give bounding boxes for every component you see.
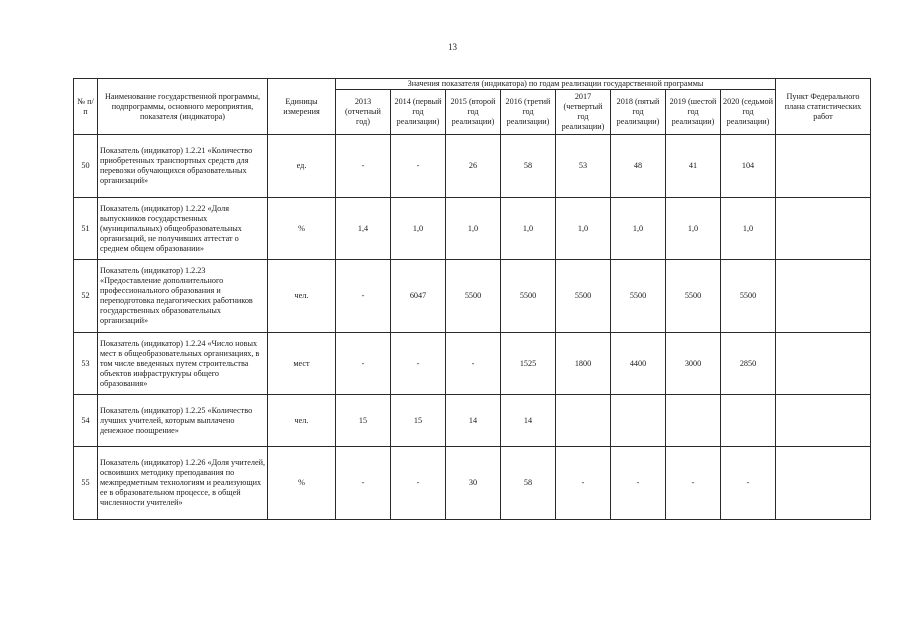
value-cell: 5500 — [721, 260, 776, 333]
header-year: 2014 (первый год реализации) — [391, 90, 446, 135]
value-cell: 1,0 — [611, 198, 666, 260]
fed-plan-cell — [776, 447, 871, 520]
unit-cell: чел. — [268, 395, 336, 447]
fed-plan-cell — [776, 135, 871, 198]
value-cell — [666, 395, 721, 447]
fed-plan-cell — [776, 333, 871, 395]
value-cell: 58 — [501, 447, 556, 520]
unit-cell: % — [268, 447, 336, 520]
indicator-name: Показатель (индикатор) 1.2.22 «Доля выпускников государственных (муниципальных) общеобразовательных организаций, не получивших аттестат о среднем общем образовании» — [98, 198, 268, 260]
value-cell — [721, 395, 776, 447]
row-number: 53 — [74, 333, 98, 395]
header-year: 2013 (отчетный год) — [336, 90, 391, 135]
value-cell: 5500 — [501, 260, 556, 333]
header-name: Наименование государственной программы, подпрограммы, основного мероприятия, показателя (индикатора) — [98, 79, 268, 135]
value-cell: 5500 — [446, 260, 501, 333]
table-row — [74, 333, 871, 395]
value-cell: 1,0 — [721, 198, 776, 260]
value-cell — [611, 395, 666, 447]
value-cell: 1525 — [501, 333, 556, 395]
value-cell: - — [336, 135, 391, 198]
row-number: 55 — [74, 447, 98, 520]
value-cell: 1,0 — [556, 198, 611, 260]
fed-plan-cell — [776, 198, 871, 260]
indicator-name: Показатель (индикатор) 1.2.26 «Доля учителей, освоивших методику преподавания по межпредметным технологиям и реализующих ее в образовательном процессе, в общей численности учителей» — [98, 447, 268, 520]
value-cell: 1,0 — [501, 198, 556, 260]
unit-cell: чел. — [268, 260, 336, 333]
indicator-name: Показатель (индикатор) 1.2.23 «Предоставление дополнительного профессионального образования и переподготовка педагогических работников государственных образовательных организаций» — [98, 260, 268, 333]
value-cell: 30 — [446, 447, 501, 520]
value-cell: 1,4 — [336, 198, 391, 260]
value-cell: - — [556, 447, 611, 520]
value-cell: - — [336, 447, 391, 520]
table-body — [74, 135, 871, 520]
header-year: 2016 (третий год реализации) — [501, 90, 556, 135]
value-cell: 1,0 — [666, 198, 721, 260]
row-number: 52 — [74, 260, 98, 333]
header-year: 2017 (четвертый год реализации) — [556, 90, 611, 135]
unit-cell: % — [268, 198, 336, 260]
row-number: 51 — [74, 198, 98, 260]
value-cell: - — [666, 447, 721, 520]
fed-plan-cell — [776, 395, 871, 447]
header-year: 2018 (пятый год реализации) — [611, 90, 666, 135]
value-cell: 41 — [666, 135, 721, 198]
header-fed-plan: Пункт Федерального плана статистических работ — [776, 79, 871, 135]
value-cell — [556, 395, 611, 447]
table-row — [74, 198, 871, 260]
value-cell: 1,0 — [446, 198, 501, 260]
value-cell: - — [611, 447, 666, 520]
header-year: 2015 (второй год реализации) — [446, 90, 501, 135]
header-year: 2019 (шестой год реализации) — [666, 90, 721, 135]
indicator-name: Показатель (индикатор) 1.2.21 «Количество приобретенных транспортных средств для перевозки обучающихся образовательных организаций» — [98, 135, 268, 198]
value-cell: - — [336, 260, 391, 333]
table-row — [74, 260, 871, 333]
indicator-table — [73, 78, 871, 520]
value-cell: 5500 — [666, 260, 721, 333]
header-num: № п/п — [74, 79, 98, 135]
row-number: 54 — [74, 395, 98, 447]
value-cell: 1800 — [556, 333, 611, 395]
header-year: 2020 (седьмой год реализации) — [721, 90, 776, 135]
value-cell: 48 — [611, 135, 666, 198]
page-number: 13 — [448, 42, 457, 52]
value-cell: - — [391, 447, 446, 520]
value-cell: 1,0 — [391, 198, 446, 260]
value-cell: 15 — [336, 395, 391, 447]
value-cell: 5500 — [556, 260, 611, 333]
unit-cell: ед. — [268, 135, 336, 198]
value-cell: 4400 — [611, 333, 666, 395]
row-number: 50 — [74, 135, 98, 198]
value-cell: 104 — [721, 135, 776, 198]
value-cell: 53 — [556, 135, 611, 198]
table-row — [74, 447, 871, 520]
unit-cell: мест — [268, 333, 336, 395]
value-cell: 2850 — [721, 333, 776, 395]
value-cell: 26 — [446, 135, 501, 198]
value-cell: - — [446, 333, 501, 395]
value-cell: 3000 — [666, 333, 721, 395]
value-cell: 14 — [446, 395, 501, 447]
value-cell: 58 — [501, 135, 556, 198]
value-cell: 15 — [391, 395, 446, 447]
fed-plan-cell — [776, 260, 871, 333]
header-values-group: Значения показателя (индикатора) по годам реализации государственной программы — [336, 79, 776, 90]
value-cell: - — [721, 447, 776, 520]
value-cell: - — [391, 135, 446, 198]
value-cell: 5500 — [611, 260, 666, 333]
table-row — [74, 135, 871, 198]
indicator-name: Показатель (индикатор) 1.2.24 «Число новых мест в общеобразовательных организациях, в том числе введенных путем строительства объектов инфраструктуры общего образования» — [98, 333, 268, 395]
table-row — [74, 395, 871, 447]
value-cell: - — [391, 333, 446, 395]
indicator-name: Показатель (индикатор) 1.2.25 «Количество лучших учителей, которым выплачено денежное поощрение» — [98, 395, 268, 447]
value-cell: - — [336, 333, 391, 395]
value-cell: 6047 — [391, 260, 446, 333]
header-unit: Единицы измерения — [268, 79, 336, 135]
value-cell: 14 — [501, 395, 556, 447]
